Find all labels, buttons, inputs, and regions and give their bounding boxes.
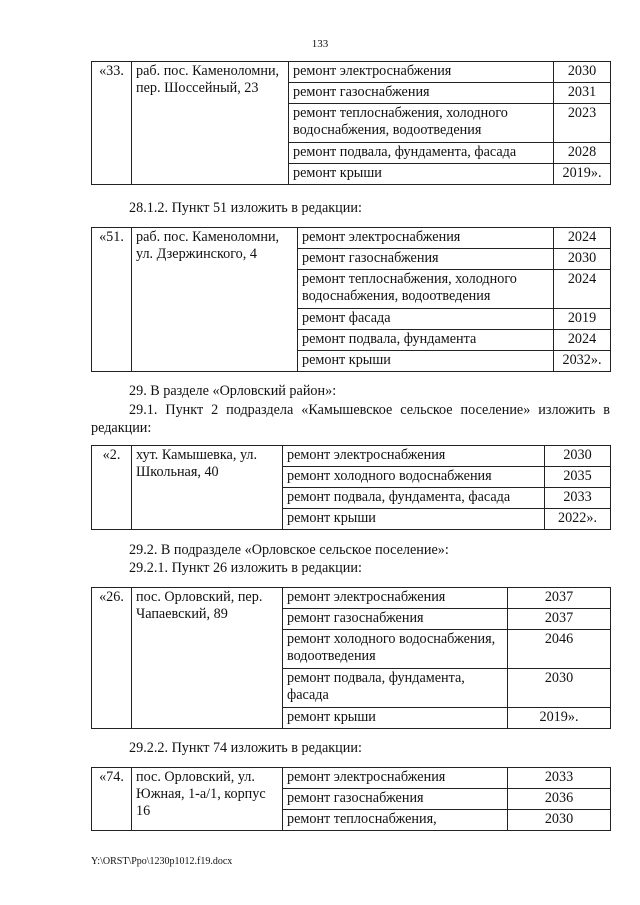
address: хут. Камышевка, ул. Школьная, 40 bbox=[132, 446, 283, 530]
year: 2028 bbox=[554, 143, 611, 164]
year: 2046 bbox=[508, 630, 611, 669]
address: раб. пос. Каменоломни, ул. Дзержинского, 4 bbox=[132, 228, 298, 372]
year: 2022». bbox=[545, 509, 611, 530]
year: 2019». bbox=[508, 708, 611, 729]
year: 2019». bbox=[554, 164, 611, 185]
item-number: «74. bbox=[92, 768, 132, 831]
record-table-2 bbox=[91, 445, 611, 530]
instruction-paragraph: 29.2.1. Пункт 26 изложить в редакции: bbox=[129, 560, 362, 576]
address: раб. пос. Каменоломни, пер. Шоссейный, 23 bbox=[132, 62, 289, 185]
record-table-26 bbox=[91, 587, 611, 729]
work-type: ремонт газоснабжения bbox=[283, 609, 508, 630]
page-number: 133 bbox=[311, 38, 329, 50]
work-type: ремонт крыши bbox=[289, 164, 554, 185]
work-type: ремонт электроснабжения bbox=[283, 446, 545, 467]
work-type: ремонт газоснабжения bbox=[298, 249, 554, 270]
instruction-paragraph: 29.2.2. Пункт 74 изложить в редакции: bbox=[129, 740, 362, 756]
file-path-footer: Y:\ORST\Ppo\1230p1012.f19.docx bbox=[91, 856, 233, 867]
year: 2035 bbox=[545, 467, 611, 488]
work-type: ремонт газоснабжения bbox=[283, 789, 508, 810]
year: 2033 bbox=[508, 768, 611, 789]
work-type: ремонт подвала, фундамента, фасада bbox=[289, 143, 554, 164]
work-type: ремонт крыши bbox=[283, 509, 545, 530]
work-type: ремонт теплоснабжения, bbox=[283, 810, 508, 831]
work-type: ремонт холодного водоснабжения, водоотведения bbox=[283, 630, 508, 669]
item-number: «51. bbox=[92, 228, 132, 372]
work-type: ремонт электроснабжения bbox=[283, 588, 508, 609]
year: 2037 bbox=[508, 588, 611, 609]
year: 2030 bbox=[554, 249, 611, 270]
item-number: «2. bbox=[92, 446, 132, 530]
year: 2031 bbox=[554, 83, 611, 104]
year: 2023 bbox=[554, 104, 611, 143]
year: 2030 bbox=[508, 810, 611, 831]
work-type: ремонт крыши bbox=[298, 351, 554, 372]
work-type: ремонт электроснабжения bbox=[298, 228, 554, 249]
work-type: ремонт газоснабжения bbox=[289, 83, 554, 104]
work-type: ремонт электроснабжения bbox=[289, 62, 554, 83]
address: пос. Орловский, ул. Южная, 1-а/1, корпус 16 bbox=[132, 768, 283, 831]
item-number: «26. bbox=[92, 588, 132, 729]
section-heading: 29. В разделе «Орловский район»: bbox=[129, 383, 337, 399]
address: пос. Орловский, пер. Чапаевский, 89 bbox=[132, 588, 283, 729]
section-heading: 29.2. В подразделе «Орловское сельское поселение»: bbox=[129, 542, 449, 558]
work-type: ремонт фасада bbox=[298, 309, 554, 330]
year: 2019 bbox=[554, 309, 611, 330]
work-type: ремонт теплоснабжения, холодного водоснабжения, водоотведения bbox=[289, 104, 554, 143]
instruction-paragraph: 28.1.2. Пункт 51 изложить в редакции: bbox=[129, 200, 362, 216]
year: 2037 bbox=[508, 609, 611, 630]
work-type: ремонт холодного водоснабжения bbox=[283, 467, 545, 488]
year: 2032». bbox=[554, 351, 611, 372]
work-type: ремонт электроснабжения bbox=[283, 768, 508, 789]
year: 2036 bbox=[508, 789, 611, 810]
record-table-74 bbox=[91, 767, 611, 831]
item-number: «33. bbox=[92, 62, 132, 185]
year: 2033 bbox=[545, 488, 611, 509]
work-type: ремонт подвала, фундамента, фасада bbox=[283, 669, 508, 708]
year: 2024 bbox=[554, 330, 611, 351]
work-type: ремонт крыши bbox=[283, 708, 508, 729]
record-table-51 bbox=[91, 227, 611, 372]
record-table-33 bbox=[91, 61, 611, 185]
work-type: ремонт подвала, фундамента, фасада bbox=[283, 488, 545, 509]
year: 2024 bbox=[554, 270, 611, 309]
year: 2030 bbox=[545, 446, 611, 467]
work-type: ремонт подвала, фундамента bbox=[298, 330, 554, 351]
instruction-paragraph: 29.1. Пункт 2 подраздела «Камышевское сельское поселение» изложить в редакции: bbox=[91, 402, 610, 436]
work-type: ремонт теплоснабжения, холодного водоснабжения, водоотведения bbox=[298, 270, 554, 309]
year: 2030 bbox=[508, 669, 611, 708]
year: 2030 bbox=[554, 62, 611, 83]
year: 2024 bbox=[554, 228, 611, 249]
